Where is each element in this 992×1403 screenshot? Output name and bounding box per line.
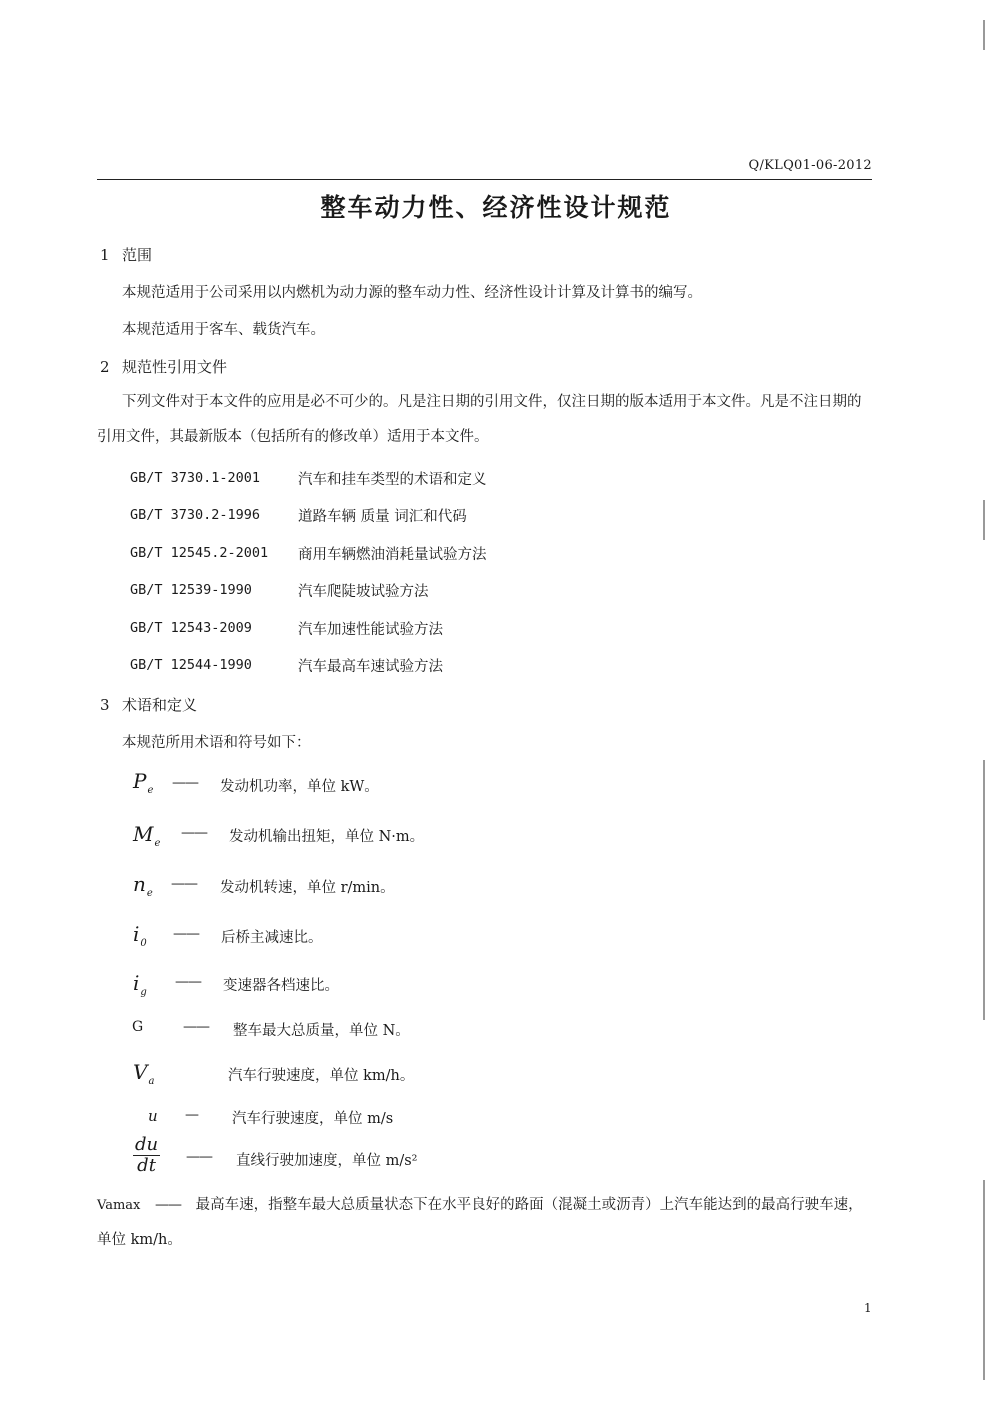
page-number: 1: [864, 1301, 872, 1315]
fraction-du-dt: [133, 1135, 160, 1176]
ref-title: 汽车最高车速试验方法: [298, 659, 443, 675]
paragraph: 下列文件对于本文件的应用是必不可少的。凡是注日期的引用文件，仅注日期的版本适用于本文件。凡是不注日期的引用文件，其最新版本（包括所有的修改单）适用于本文件。: [97, 394, 862, 445]
scan-edge-marks: [983, 0, 986, 1403]
term-definition: 发动机输出扭矩，单位 N·m。: [229, 829, 425, 845]
term-dash: ——: [181, 825, 207, 841]
term-definition: 发动机转速，单位 r/min。: [220, 880, 395, 896]
term-row: [133, 1060, 154, 1087]
term-definition: 发动机功率，单位 kW。: [220, 779, 379, 795]
section-heading-2: [100, 356, 227, 377]
fraction-denominator: dt: [137, 1155, 156, 1176]
term-definition: 汽车行驶速度，单位 km/h。: [228, 1068, 415, 1084]
ref-code: GB/T 3730.1-2001: [130, 470, 261, 486]
term-subscript: 0: [140, 938, 147, 949]
term-subscript: e: [146, 888, 153, 899]
term-row: [133, 822, 160, 849]
fraction-numerator: du: [135, 1134, 159, 1155]
vamax-definition: [97, 1188, 872, 1258]
section-title: 范围: [122, 246, 153, 264]
section-number: 2: [100, 358, 110, 376]
ref-title: 汽车爬陡坡试验方法: [298, 584, 429, 600]
term-symbol: i: [133, 922, 140, 946]
term-definition: 汽车行驶速度，单位 m/s: [232, 1111, 394, 1127]
paragraph: 本规范适用于客车、载货汽车。: [122, 322, 325, 338]
term-definition: 直线行驶加速度，单位 m/s²: [236, 1153, 418, 1169]
ref-code: GB/T 3730.2-1996: [130, 507, 261, 523]
section-heading-1: [100, 244, 152, 265]
term-dash: ——: [173, 926, 199, 942]
term-symbol: M: [133, 822, 154, 846]
term-definition: 后桥主减速比。: [221, 930, 323, 946]
term-definition: 最高车速，指整车最大总质量状态下在水平良好的路面（混凝土或沥青）上汽车能达到的最高行驶车速，单位 km/h。: [97, 1197, 863, 1248]
term-row: [133, 872, 153, 899]
header-rule: [97, 179, 872, 180]
term-definition: 整车最大总质量，单位 N。: [233, 1023, 410, 1039]
ref-code: GB/T 12539-1990: [130, 582, 252, 598]
term-dash: —: [185, 1107, 198, 1123]
ref-code: GB/T 12544-1990: [130, 657, 252, 673]
section-number: 1: [100, 246, 110, 264]
term-dash: ——: [154, 1197, 181, 1213]
ref-title: 汽车加速性能试验方法: [298, 622, 443, 638]
term-symbol: P: [133, 769, 147, 793]
page-title: 整车动力性、经济性设计规范: [320, 193, 672, 222]
term-symbol: V: [133, 1060, 148, 1084]
ref-title: 商用车辆燃油消耗量试验方法: [298, 547, 487, 563]
term-row: [133, 922, 147, 949]
term-subscript: a: [148, 1076, 155, 1087]
term-symbol: u: [148, 1107, 158, 1125]
term-symbol: G: [132, 1019, 144, 1035]
term-subscript: e: [147, 785, 154, 796]
paragraph: 本规范所用术语和符号如下：: [122, 735, 311, 751]
section-heading-3: [100, 694, 197, 715]
term-dash: ——: [175, 974, 201, 990]
paragraph: 本规范适用于公司采用以内燃机为动力源的整车动力性、经济性设计计算及计算书的编写。: [122, 285, 702, 301]
term-row: [133, 769, 153, 796]
term-row: [133, 971, 147, 998]
term-subscript: e: [154, 838, 161, 849]
term-definition: 变速器各档速比。: [223, 978, 339, 994]
section-title: 术语和定义: [122, 696, 198, 714]
term-symbol: Vamax: [97, 1198, 141, 1213]
term-symbol: n: [133, 872, 146, 896]
ref-code: GB/T 12543-2009: [130, 620, 252, 636]
term-symbol: i: [133, 971, 140, 995]
ref-code: GB/T 12545.2-2001: [130, 545, 269, 561]
section-number: 3: [100, 696, 110, 714]
term-dash: ——: [172, 775, 198, 791]
document-code: Q/KLQ01-06-2012: [748, 158, 872, 173]
term-dash: ——: [186, 1149, 212, 1165]
term-dash: ——: [183, 1019, 209, 1035]
term-subscript: g: [140, 987, 147, 998]
term-dash: ——: [171, 876, 197, 892]
ref-title: 道路车辆 质量 词汇和代码: [298, 509, 467, 525]
section-title: 规范性引用文件: [122, 358, 228, 376]
ref-title: 汽车和挂车类型的术语和定义: [298, 472, 487, 488]
